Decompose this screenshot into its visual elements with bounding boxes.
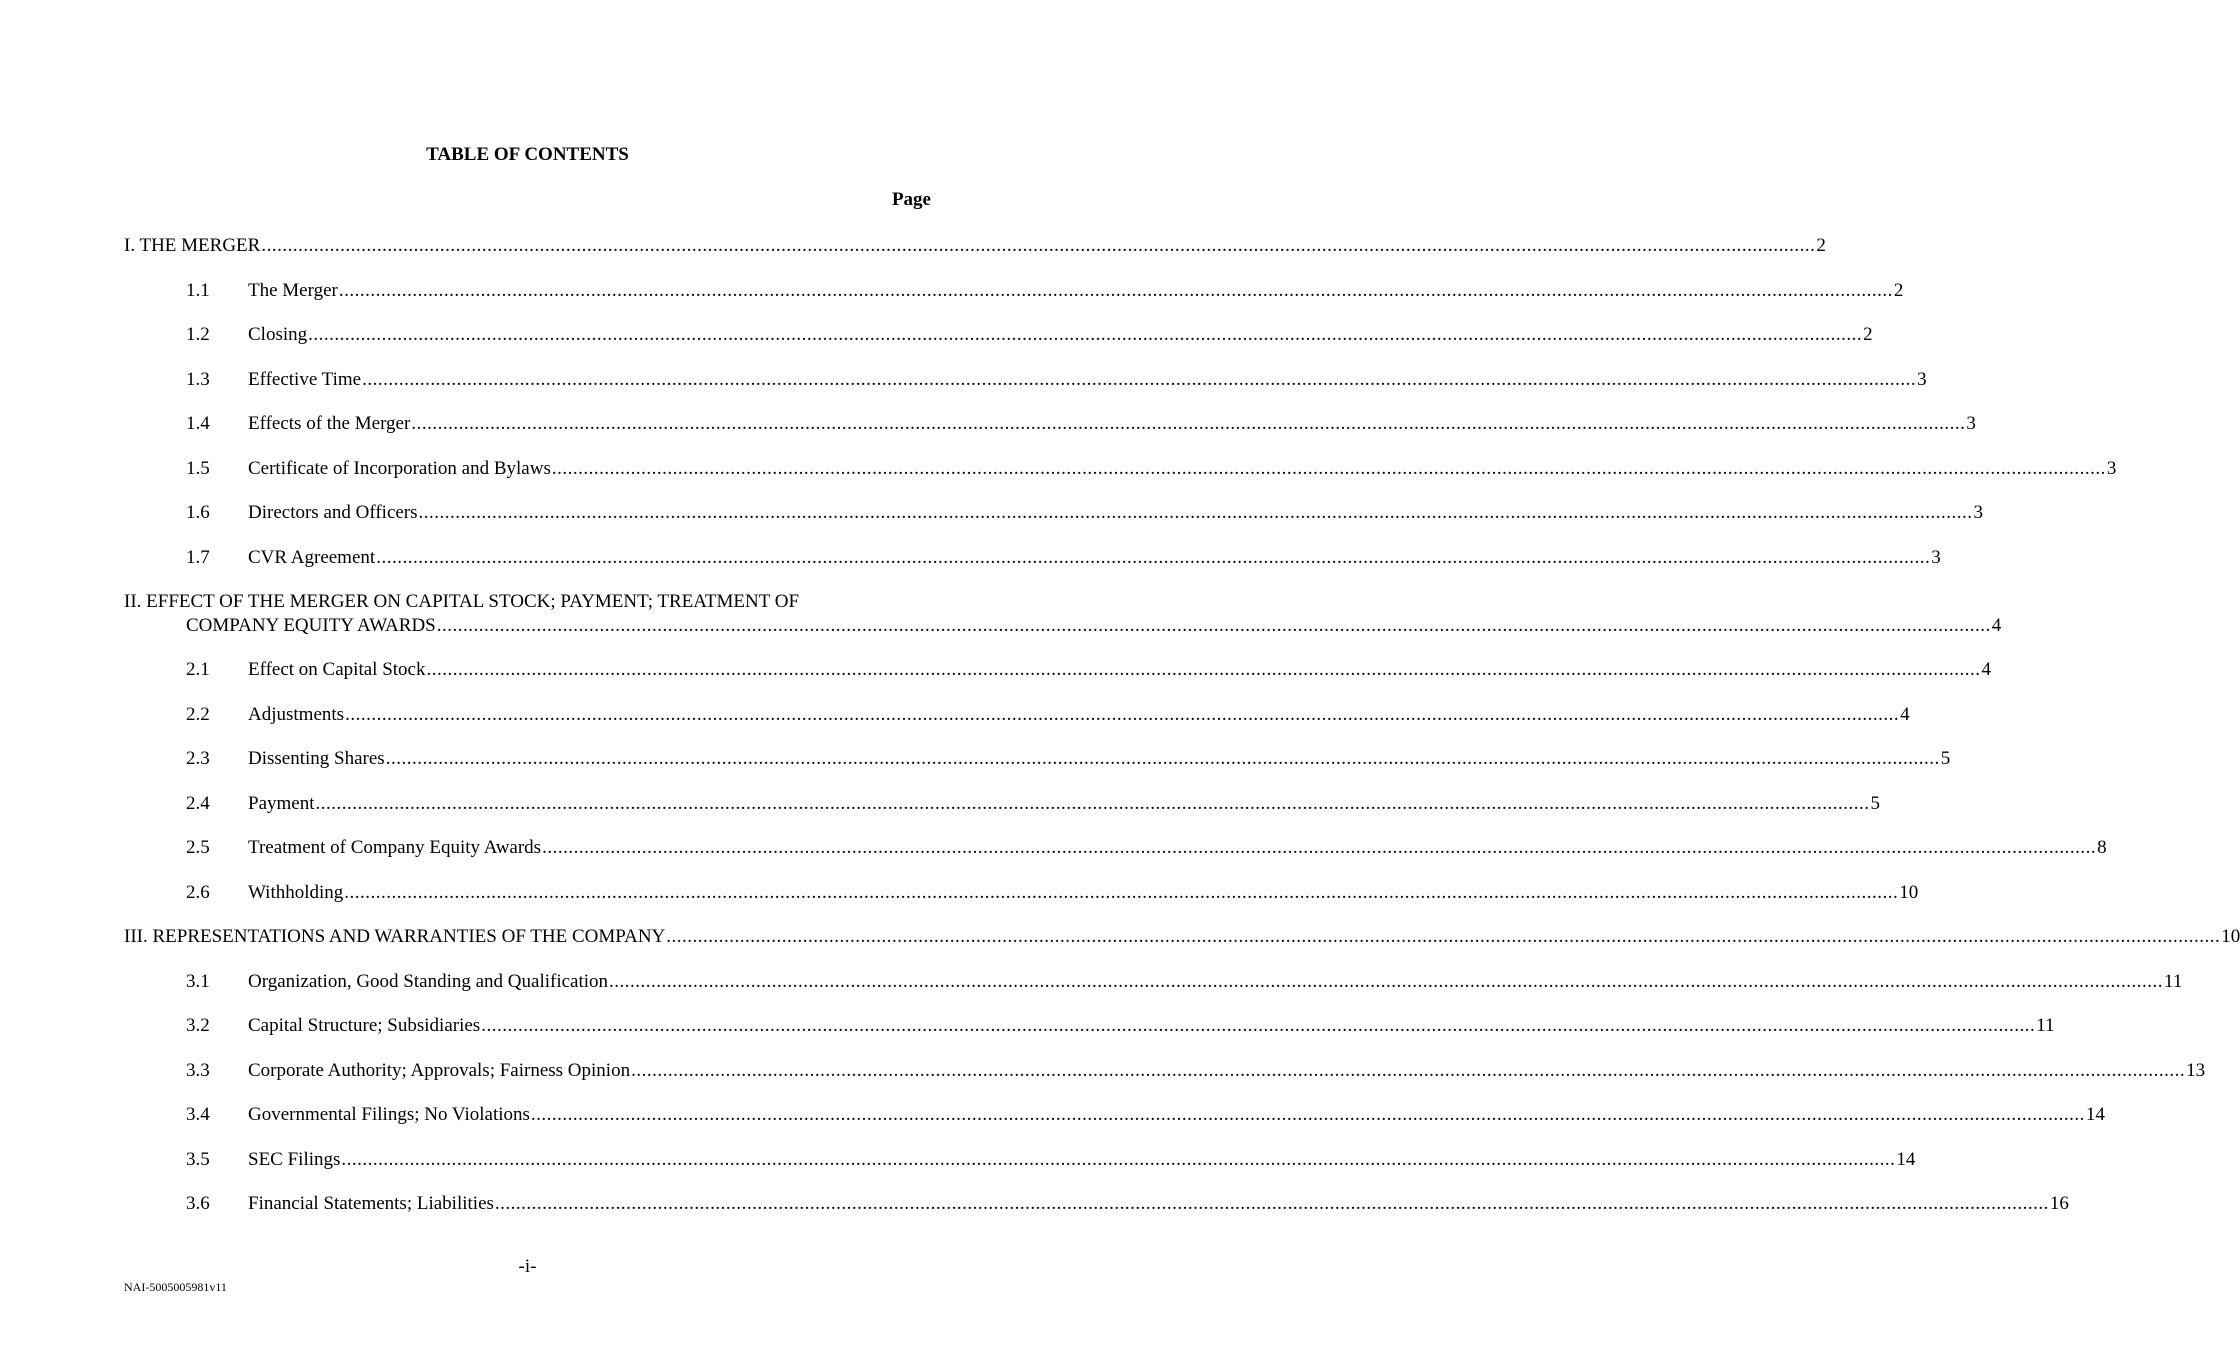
- toc-entry-article-1[interactable]: [124, 234, 1826, 258]
- toc-entry-number: 1.2: [186, 324, 210, 345]
- footer-page-number: -i-: [518, 1256, 537, 1277]
- toc-entry-number: 3.5: [186, 1149, 210, 1170]
- document-id: NAI-5005005981v11: [124, 1280, 227, 1294]
- toc-entry-text: Adjustments: [248, 704, 345, 725]
- toc-entry-text: Corporate Authority; Approvals; Fairness Opinion: [248, 1060, 631, 1081]
- dot-leader: ........................................................................................................................................................................................................................................................................................................: [261, 235, 1816, 256]
- toc-entry-text: Treatment of Company Equity Awards: [248, 837, 542, 858]
- toc-entry-text: Closing: [248, 324, 308, 345]
- toc-entry-2-3[interactable]: [124, 747, 1951, 771]
- toc-entry-number: 3.6: [186, 1193, 210, 1214]
- toc-entry-number: 2.4: [186, 793, 210, 814]
- toc-entry-text: SEC Filings: [248, 1149, 341, 1170]
- toc-entry-text: Directors and Officers: [248, 502, 418, 523]
- toc-entry-number: 1.1: [186, 280, 210, 301]
- toc-entry-1-5[interactable]: [124, 457, 2117, 481]
- dot-leader: ........................................................................................................................................................................................................................................................................................................: [609, 971, 2164, 992]
- toc-entry-page: 4: [1981, 659, 1991, 680]
- dot-leader: ........................................................................................................................................................................................................................................................................................................: [666, 926, 2221, 947]
- toc-entry-page: 16: [2049, 1193, 2069, 1214]
- toc-entry-3-1[interactable]: [124, 970, 2183, 994]
- dot-leader: ........................................................................................................................................................................................................................................................................................................: [530, 1104, 2085, 1125]
- toc-entry-number: 1.3: [186, 369, 210, 390]
- dot-leader: ........................................................................................................................................................................................................................................................................................................: [385, 748, 1940, 769]
- toc-entry-2-6[interactable]: [124, 881, 1919, 905]
- page-column-label: Page: [891, 189, 931, 210]
- dot-leader: ........................................................................................................................................................................................................................................................................................................: [542, 837, 2097, 858]
- toc-entry-page: 10: [1899, 882, 1919, 903]
- toc-entry-text: The Merger: [248, 280, 338, 301]
- toc-entry-page: 13: [2186, 1060, 2206, 1081]
- toc-entry-text: Effects of the Merger: [248, 413, 411, 434]
- toc-entry-text: Dissenting Shares: [248, 748, 385, 769]
- dot-leader: ........................................................................................................................................................................................................................................................................................................: [376, 547, 1931, 568]
- toc-entry-number: 1.5: [186, 458, 210, 479]
- toc-entry-3-4[interactable]: [124, 1103, 2105, 1127]
- toc-entry-3-2[interactable]: [124, 1014, 2055, 1038]
- toc-entry-number: 2.1: [186, 659, 210, 680]
- dot-leader: ........................................................................................................................................................................................................................................................................................................: [362, 369, 1917, 390]
- toc-entry-number: 3.1: [186, 971, 210, 992]
- toc-entry-3-6[interactable]: [124, 1192, 2069, 1216]
- toc-entry-page: 4: [1991, 615, 2002, 636]
- dot-leader: ........................................................................................................................................................................................................................................................................................................: [341, 1149, 1896, 1170]
- toc-entry-number: 2.5: [186, 837, 210, 858]
- dot-leader: ........................................................................................................................................................................................................................................................................................................: [308, 324, 1863, 345]
- toc-entry-page: 3: [1917, 369, 1927, 390]
- toc-entry-3-3[interactable]: [124, 1059, 2206, 1083]
- toc-entry-2-1[interactable]: [124, 658, 1991, 682]
- toc-entry-text: II. EFFECT OF THE MERGER ON CAPITAL STOCK; PAYMENT; TREATMENT OF: [124, 591, 800, 612]
- toc-entry-number: 1.6: [186, 502, 210, 523]
- toc-entry-page: 3: [2106, 458, 2117, 479]
- toc-entry-1-3[interactable]: [124, 368, 1927, 392]
- dot-leader: ........................................................................................................................................................................................................................................................................................................: [411, 413, 1966, 434]
- toc-entry-text: Organization, Good Standing and Qualification: [248, 971, 609, 992]
- toc-entry-text: Certificate of Incorporation and Bylaws: [248, 458, 551, 479]
- toc-entry-1-6[interactable]: [124, 501, 1984, 525]
- toc-entry-text: Effective Time: [248, 369, 362, 390]
- toc-title: TABLE OF CONTENTS: [426, 144, 629, 165]
- toc-entry-2-5[interactable]: [124, 836, 2107, 860]
- dot-leader: ........................................................................................................................................................................................................................................................................................................: [315, 793, 1870, 814]
- toc-entry-page: 11: [2164, 971, 2183, 992]
- dot-leader: ........................................................................................................................................................................................................................................................................................................: [436, 615, 1991, 636]
- toc-entry-page: 2: [1863, 324, 1873, 345]
- toc-entry-page: 2: [1816, 235, 1826, 256]
- dot-leader: ........................................................................................................................................................................................................................................................................................................: [494, 1193, 2049, 1214]
- toc-entry-2-2[interactable]: [124, 703, 1910, 727]
- toc-entry-text: Withholding: [248, 882, 344, 903]
- dot-leader: ........................................................................................................................................................................................................................................................................................................: [345, 704, 1900, 725]
- toc-entry-page: 14: [1896, 1149, 1916, 1170]
- toc-entry-text-continued: COMPANY EQUITY AWARDS: [186, 615, 436, 636]
- toc-entry-number: 1.7: [186, 547, 210, 568]
- toc-entry-3-5[interactable]: [124, 1148, 1916, 1172]
- toc-entry-number: 3.2: [186, 1015, 210, 1036]
- dot-leader: ........................................................................................................................................................................................................................................................................................................: [426, 659, 1981, 680]
- toc-entry-page: 5: [1870, 793, 1880, 814]
- toc-entry-text: Governmental Filings; No Violations: [248, 1104, 530, 1125]
- toc-entry-text: Effect on Capital Stock: [248, 659, 426, 680]
- toc-entry-text: I. THE MERGER: [124, 235, 261, 256]
- dot-leader: ........................................................................................................................................................................................................................................................................................................: [418, 502, 1973, 523]
- toc-entry-article-2[interactable]: [124, 590, 2002, 638]
- toc-entry-text: Capital Structure; Subsidiaries: [248, 1015, 481, 1036]
- toc-entry-page: 14: [2085, 1104, 2105, 1125]
- toc-entry-page: 10: [2221, 926, 2240, 947]
- toc-entry-page: 3: [1966, 413, 1976, 434]
- toc-entry-1-7[interactable]: [124, 546, 1941, 570]
- toc-entry-text: Financial Statements; Liabilities: [248, 1193, 494, 1214]
- toc-entry-article-3[interactable]: [124, 925, 2240, 949]
- toc-entry-1-1[interactable]: [124, 279, 1904, 303]
- toc-entry-1-2[interactable]: [124, 323, 1873, 347]
- dot-leader: ........................................................................................................................................................................................................................................................................................................: [551, 458, 2106, 479]
- toc-entry-page: 8: [2097, 837, 2107, 858]
- toc-entry-text: III. REPRESENTATIONS AND WARRANTIES OF THE COMPANY: [124, 926, 666, 947]
- toc-entry-number: 2.3: [186, 748, 210, 769]
- toc-entry-text: Payment: [248, 793, 315, 814]
- toc-entry-number: 2.2: [186, 704, 210, 725]
- dot-leader: ........................................................................................................................................................................................................................................................................................................: [344, 882, 1899, 903]
- dot-leader: ........................................................................................................................................................................................................................................................................................................: [338, 280, 1893, 301]
- toc-entry-number: 3.4: [186, 1104, 210, 1125]
- toc-entry-number: 3.3: [186, 1060, 210, 1081]
- toc-entry-page: 4: [1900, 704, 1910, 725]
- toc-entry-2-4[interactable]: [124, 792, 1880, 816]
- dot-leader: ........................................................................................................................................................................................................................................................................................................: [481, 1015, 2036, 1036]
- toc-entry-page: 3: [1931, 547, 1941, 568]
- toc-entry-number: 2.6: [186, 882, 210, 903]
- toc-entry-number: 1.4: [186, 413, 210, 434]
- dot-leader: ........................................................................................................................................................................................................................................................................................................: [631, 1060, 2186, 1081]
- toc-entry-text: CVR Agreement: [248, 547, 376, 568]
- toc-entry-1-4[interactable]: [124, 412, 1976, 436]
- toc-entry-page: 11: [2036, 1015, 2055, 1036]
- toc-entry-page: 2: [1893, 280, 1904, 301]
- toc-entry-page: 5: [1940, 748, 1951, 769]
- toc-entry-page: 3: [1973, 502, 1984, 523]
